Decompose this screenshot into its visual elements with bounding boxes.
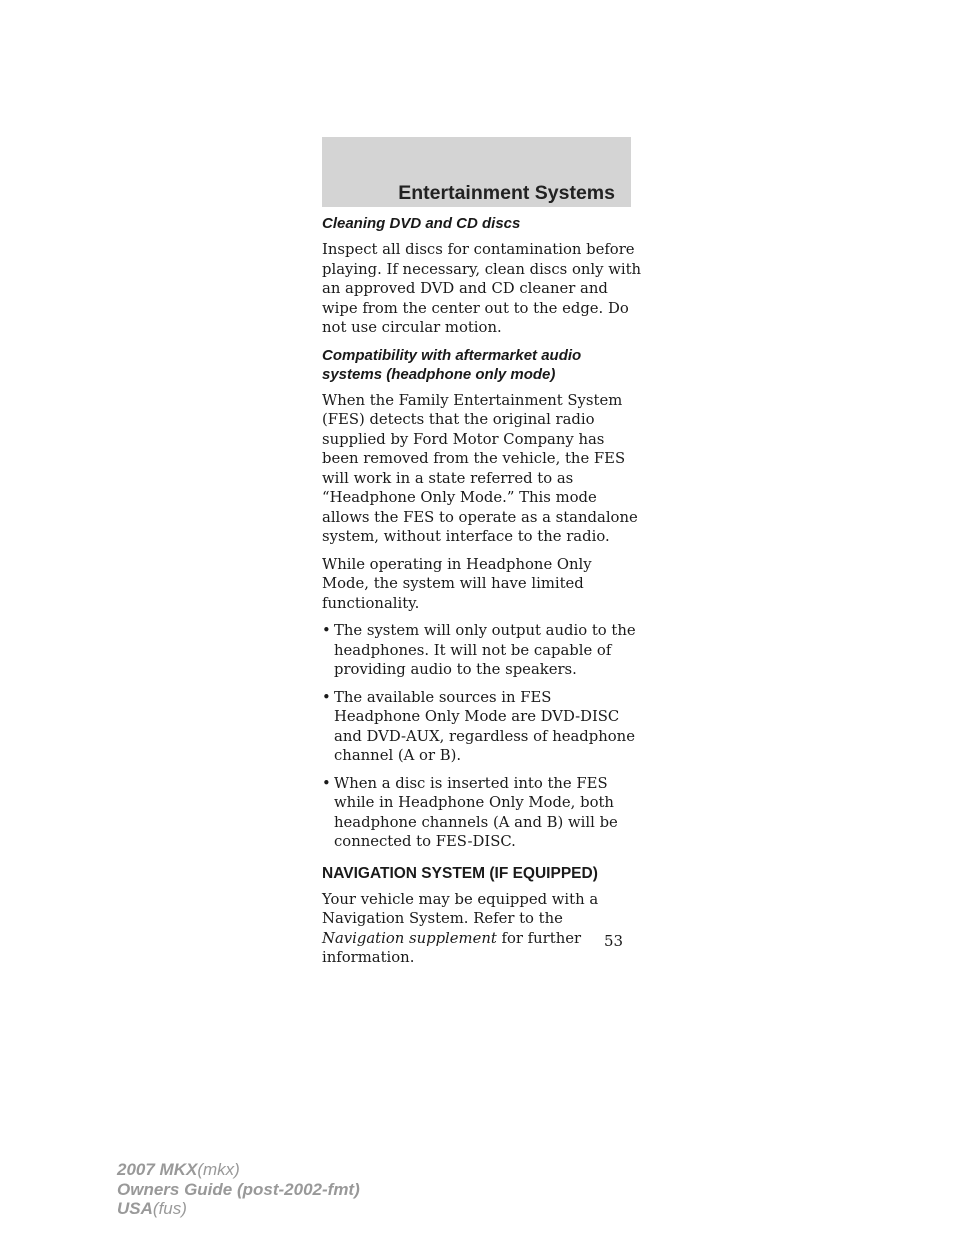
compatibility-heading: Compatibility with aftermarket audio systems (headphone only mode) [322, 346, 582, 383]
footer-line-model [117, 1160, 360, 1180]
bullet-icon: • [322, 688, 331, 706]
navigation-heading: NAVIGATION SYSTEM (IF EQUIPPED) [322, 864, 598, 882]
cleaning-paragraph: Inspect all discs for contamination before playing. If necessary, clean discs only with an approved DVD and CD cleaner and wipe from the center out to the edge. Do not use circular motion. [322, 241, 642, 336]
page-content [322, 214, 642, 976]
functionality-list [322, 621, 642, 852]
section-title: Entertainment Systems [398, 182, 615, 204]
navigation-text-start: Your vehicle may be equipped with a Navigation System. Refer to the [322, 890, 599, 927]
list-item-text: The available sources in FES Headphone Only Mode are DVD-DISC and DVD-AUX, regardless of headphone channel (A or B). [334, 688, 635, 764]
footer-market-code: (fus) [152, 1199, 187, 1218]
footer-guide-title: Owners Guide (post-2002-fmt) [117, 1179, 360, 1199]
limited-functionality-paragraph: While operating in Headphone Only Mode, the system will have limited functionality. [322, 555, 592, 612]
list-item [322, 774, 642, 852]
bullet-icon: • [322, 774, 331, 792]
list-item-text: When a disc is inserted into the FES while in Headphone Only Mode, both headphone channels (A and B) will be connected to FES-DISC. [334, 774, 618, 850]
page-number: 53 [604, 932, 624, 950]
document-footer [117, 1160, 360, 1219]
footer-market: USA [117, 1199, 153, 1218]
navigation-text-end: for further information. [322, 929, 582, 966]
section-header-bar [322, 137, 631, 207]
compatibility-paragraph: When the Family Entertainment System (FES) detects that the original radio supplied by Ford Motor Company has been removed from the vehicle, the FES will work in a state referred to as “Headphone Only Mode.” This mode allows the FES to operate as a standalone system, without interface to the radio. [322, 391, 638, 545]
navigation-paragraph [322, 890, 642, 968]
footer-model-code: (mkx) [197, 1160, 240, 1179]
footer-model-year: 2007 MKX [117, 1160, 198, 1179]
navigation-supplement-reference: Navigation supplement [322, 929, 497, 947]
list-item [322, 621, 642, 680]
cleaning-heading: Cleaning DVD and CD discs [322, 215, 521, 232]
bullet-icon: • [322, 622, 331, 639]
list-item [322, 688, 642, 766]
footer-line-guide [117, 1180, 360, 1200]
footer-line-market [117, 1199, 360, 1219]
list-item-text: The system will only output audio to the headphones. It will not be capable of providing audio to the speakers. [334, 622, 636, 678]
